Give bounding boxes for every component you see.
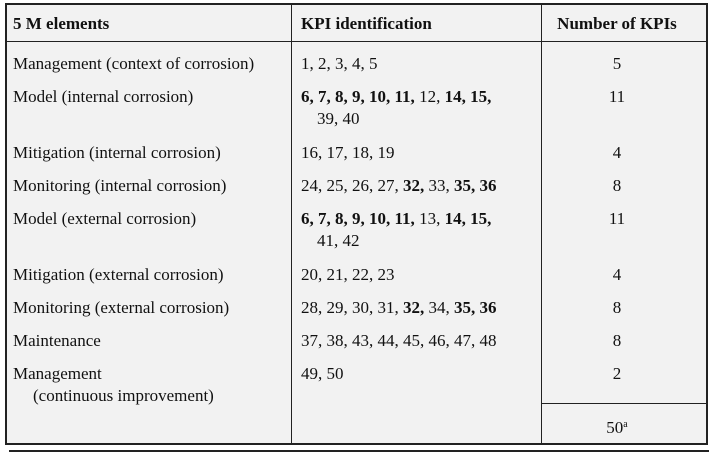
total-value: 50 xyxy=(606,418,624,437)
row-element: Management (context of corrosion) xyxy=(13,54,255,73)
row-kpi-ids xyxy=(301,86,491,108)
row-kpi-count: 5 xyxy=(612,54,622,73)
kpi-ids-bold: 14, 15, xyxy=(444,209,492,228)
kpi-ids: 28, 29, 30, 31, xyxy=(301,298,403,317)
row-kpi-ids xyxy=(301,175,497,197)
kpi-ids: 41, 42 xyxy=(317,231,360,250)
row-kpi-count: 2 xyxy=(612,364,622,383)
kpi-ids: 24, 25, 26, 27, xyxy=(301,176,403,195)
row-element: Model (external corrosion) xyxy=(13,209,197,228)
row-kpi-count: 11 xyxy=(608,87,626,106)
kpi-ids: 37, 38, 43, 44, 45, 46, 47, 48 xyxy=(301,331,497,350)
kpi-ids: 1, 2, 3, 4, 5 xyxy=(301,54,378,73)
row-kpi-count: 8 xyxy=(612,331,622,350)
row-kpi-ids xyxy=(301,363,344,385)
kpi-ids-bold: 32, xyxy=(403,298,425,317)
row-kpi-count: 4 xyxy=(612,265,622,284)
total-rule xyxy=(541,403,706,404)
kpi-ids-bold: 14, 15, xyxy=(444,87,492,106)
footnote-mark: a xyxy=(623,419,628,430)
row-element: Model (internal corrosion) xyxy=(13,87,194,106)
column-divider xyxy=(291,5,292,443)
header-kpi-identification: KPI identification xyxy=(301,14,432,33)
row-kpi-count: 4 xyxy=(612,143,622,162)
row-element: Maintenance xyxy=(13,331,101,350)
row-element: Monitoring (external corrosion) xyxy=(13,298,230,317)
kpi-ids-bold: 6, 7, 8, 9, 10, 11, xyxy=(301,209,415,228)
header-rule xyxy=(7,41,706,42)
column-divider xyxy=(541,5,542,443)
header-5m-elements: 5 M elements xyxy=(13,14,110,33)
kpi-ids: 34, xyxy=(424,298,454,317)
row-element: Management xyxy=(13,364,102,383)
kpi-ids-bold: 35, 36 xyxy=(454,176,497,195)
kpi-ids: 16, 17, 18, 19 xyxy=(301,143,395,162)
row-kpi-ids xyxy=(301,330,497,352)
row-kpi-ids xyxy=(301,208,491,230)
bottom-rule xyxy=(9,450,709,452)
total-count xyxy=(544,417,690,439)
kpi-ids-bold: 6, 7, 8, 9, 10, 11, xyxy=(301,87,415,106)
kpi-ids: 49, 50 xyxy=(301,364,344,383)
row-kpi-count: 8 xyxy=(612,298,622,317)
row-kpi-ids xyxy=(301,142,395,164)
row-kpi-ids-continued xyxy=(301,108,360,130)
row-kpi-ids xyxy=(301,297,497,319)
kpi-ids-bold: 35, 36 xyxy=(454,298,497,317)
row-element-continued: (continuous improvement) xyxy=(33,386,214,405)
row-kpi-ids xyxy=(301,53,378,75)
row-kpi-count: 11 xyxy=(608,209,626,228)
row-element: Mitigation (internal corrosion) xyxy=(13,143,221,162)
kpi-ids-bold: 32, xyxy=(403,176,425,195)
row-kpi-count: 8 xyxy=(612,176,622,195)
kpi-ids: 20, 21, 22, 23 xyxy=(301,265,395,284)
row-element: Monitoring (internal corrosion) xyxy=(13,176,227,195)
row-kpi-ids xyxy=(301,264,395,286)
row-element: Mitigation (external corrosion) xyxy=(13,265,224,284)
row-kpi-ids-continued xyxy=(301,230,360,252)
kpi-ids: 13, xyxy=(414,209,445,228)
kpi-table xyxy=(5,3,708,445)
kpi-ids: 39, 40 xyxy=(317,109,360,128)
header-number-of-kpis: Number of KPIs xyxy=(557,14,677,33)
kpi-ids: 33, xyxy=(424,176,454,195)
kpi-ids: 12, xyxy=(414,87,445,106)
